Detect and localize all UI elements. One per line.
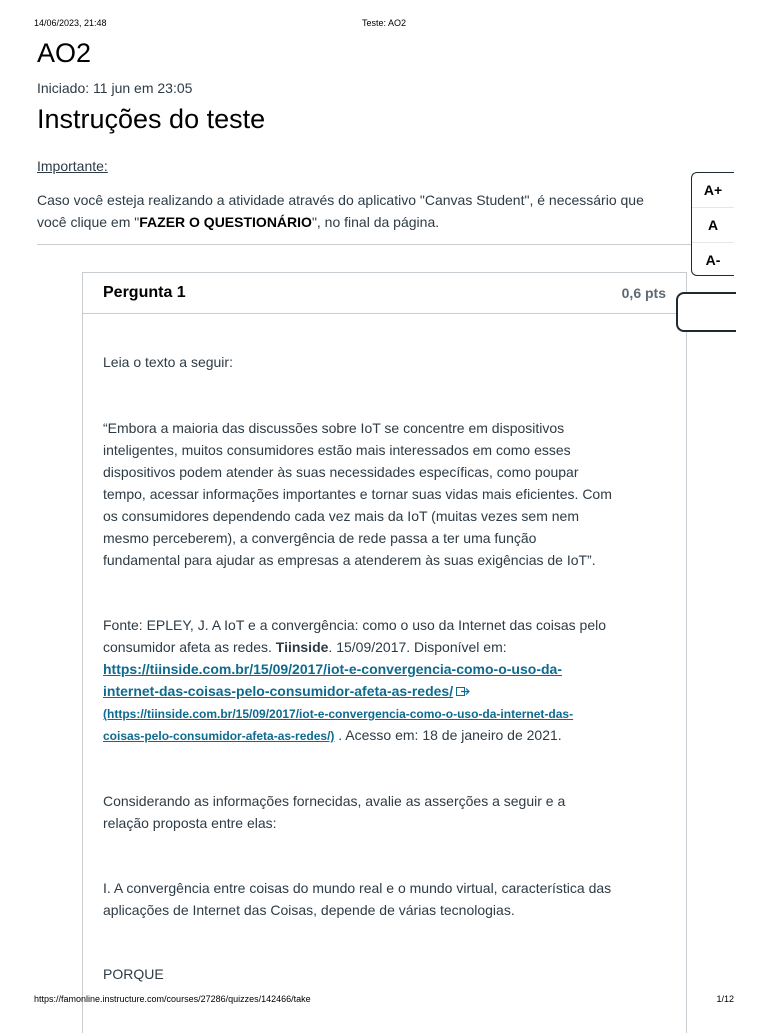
source-link[interactable]: https://tiinside.com.br/15/09/2017/iot-e-convergencia-como-o-uso-da- bbox=[103, 661, 562, 677]
source-post: . 15/09/2017. Disponível em: bbox=[328, 639, 507, 655]
font-size-controls bbox=[691, 172, 734, 276]
instructions-text bbox=[37, 189, 697, 233]
access-date: . Acesso em: 18 de janeiro de 2021. bbox=[334, 727, 562, 743]
print-page-number: 1/12 bbox=[716, 994, 734, 1004]
source-link-paren-line-2 bbox=[103, 724, 562, 747]
quote-line: tempo, acessar informações importantes e tornar suas vidas mais eficientes. Com bbox=[103, 486, 612, 502]
source-link-line-2 bbox=[103, 680, 470, 702]
instructions-line-2-pre: você clique em " bbox=[37, 214, 140, 230]
print-header bbox=[34, 18, 734, 28]
quote-line: “Embora a maioria das discussões sobre IoT se concentre em dispositivos bbox=[103, 420, 565, 436]
assertion-line: I. A convergência entre coisas do mundo real e o mundo virtual, característica das bbox=[103, 880, 612, 896]
instructions-line-2 bbox=[37, 211, 697, 233]
side-panel-tab[interactable] bbox=[676, 292, 736, 332]
instructions-line-2-post: ", no final da página. bbox=[311, 214, 440, 230]
print-footer bbox=[34, 994, 734, 1004]
assertion-line: aplicações de Internet das Coisas, depende de várias tecnologias. bbox=[103, 902, 515, 918]
quote-line: os consumidores dependendo cada vez mais da IoT (muitas vezes sem nem bbox=[103, 508, 579, 524]
question-lead: Leia o texto a seguir: bbox=[103, 354, 233, 370]
quote-line: dispositivos podem atender às suas necessidades específicas, como poupar bbox=[103, 464, 579, 480]
quote-line: mesmo perceberem), a convergência de rede passa a ter uma função bbox=[103, 530, 537, 546]
question-name: Pergunta 1 bbox=[103, 284, 186, 301]
started-timestamp: Iniciado: 11 jun em 23:05 bbox=[37, 80, 193, 96]
source-link-paren[interactable]: coisas-pelo-consumidor-afeta-as-redes/) bbox=[103, 729, 335, 743]
print-title: Teste: AO2 bbox=[361, 18, 407, 28]
print-datetime: 14/06/2023, 21:48 bbox=[34, 18, 107, 28]
source-link-paren[interactable]: (https://tiinside.com.br/15/09/2017/iot-e-convergencia-como-o-uso-da-internet-das- bbox=[103, 707, 574, 721]
source-line-2 bbox=[103, 636, 507, 658]
font-decrease-button[interactable]: A- bbox=[705, 252, 721, 268]
source-link-paren-line-1 bbox=[103, 702, 573, 725]
quote-line: inteligentes, muitos consumidores estão mais interessados em como esses bbox=[103, 442, 571, 458]
quiz-title: AO2 bbox=[37, 38, 92, 68]
source-link[interactable]: internet-das-coisas-pelo-consumidor-afeta-as-redes/ bbox=[103, 683, 454, 699]
external-link-icon[interactable] bbox=[456, 686, 470, 697]
source-publication: Tiinside bbox=[275, 639, 329, 655]
instructions-bold: FAZER O QUESTIONÁRIO bbox=[139, 214, 312, 230]
consider-line: relação proposta entre elas: bbox=[103, 815, 277, 831]
consider-line: Considerando as informações fornecidas, avalie as asserções a seguir e a bbox=[103, 793, 566, 809]
porque-text: PORQUE bbox=[103, 966, 164, 982]
font-reset-button[interactable]: A bbox=[692, 208, 734, 243]
importante-label: Importante: bbox=[37, 158, 108, 174]
print-url: https://famonline.instructure.com/courses/27286/quizzes/142466/take bbox=[34, 994, 311, 1004]
source-pre: consumidor afeta as redes. bbox=[103, 639, 276, 655]
question-header bbox=[83, 273, 686, 314]
source-line-1: Fonte: EPLEY, J. A IoT e a convergência: como o uso da Internet das coisas pelo bbox=[103, 617, 607, 633]
question-points: 0,6 pts bbox=[621, 285, 666, 301]
source-link-line-1 bbox=[103, 658, 562, 680]
instructions-heading: Instruções do teste bbox=[37, 104, 266, 134]
question-card bbox=[82, 272, 687, 1033]
instructions-line-1: Caso você esteja realizando a atividade através do aplicativo "Canvas Student", é necessário que bbox=[37, 192, 644, 208]
divider bbox=[37, 244, 697, 245]
font-increase-button[interactable]: A+ bbox=[692, 173, 734, 208]
quote-line: fundamental para ajudar as empresas a atenderem às suas exigências de IoT”. bbox=[103, 552, 596, 568]
